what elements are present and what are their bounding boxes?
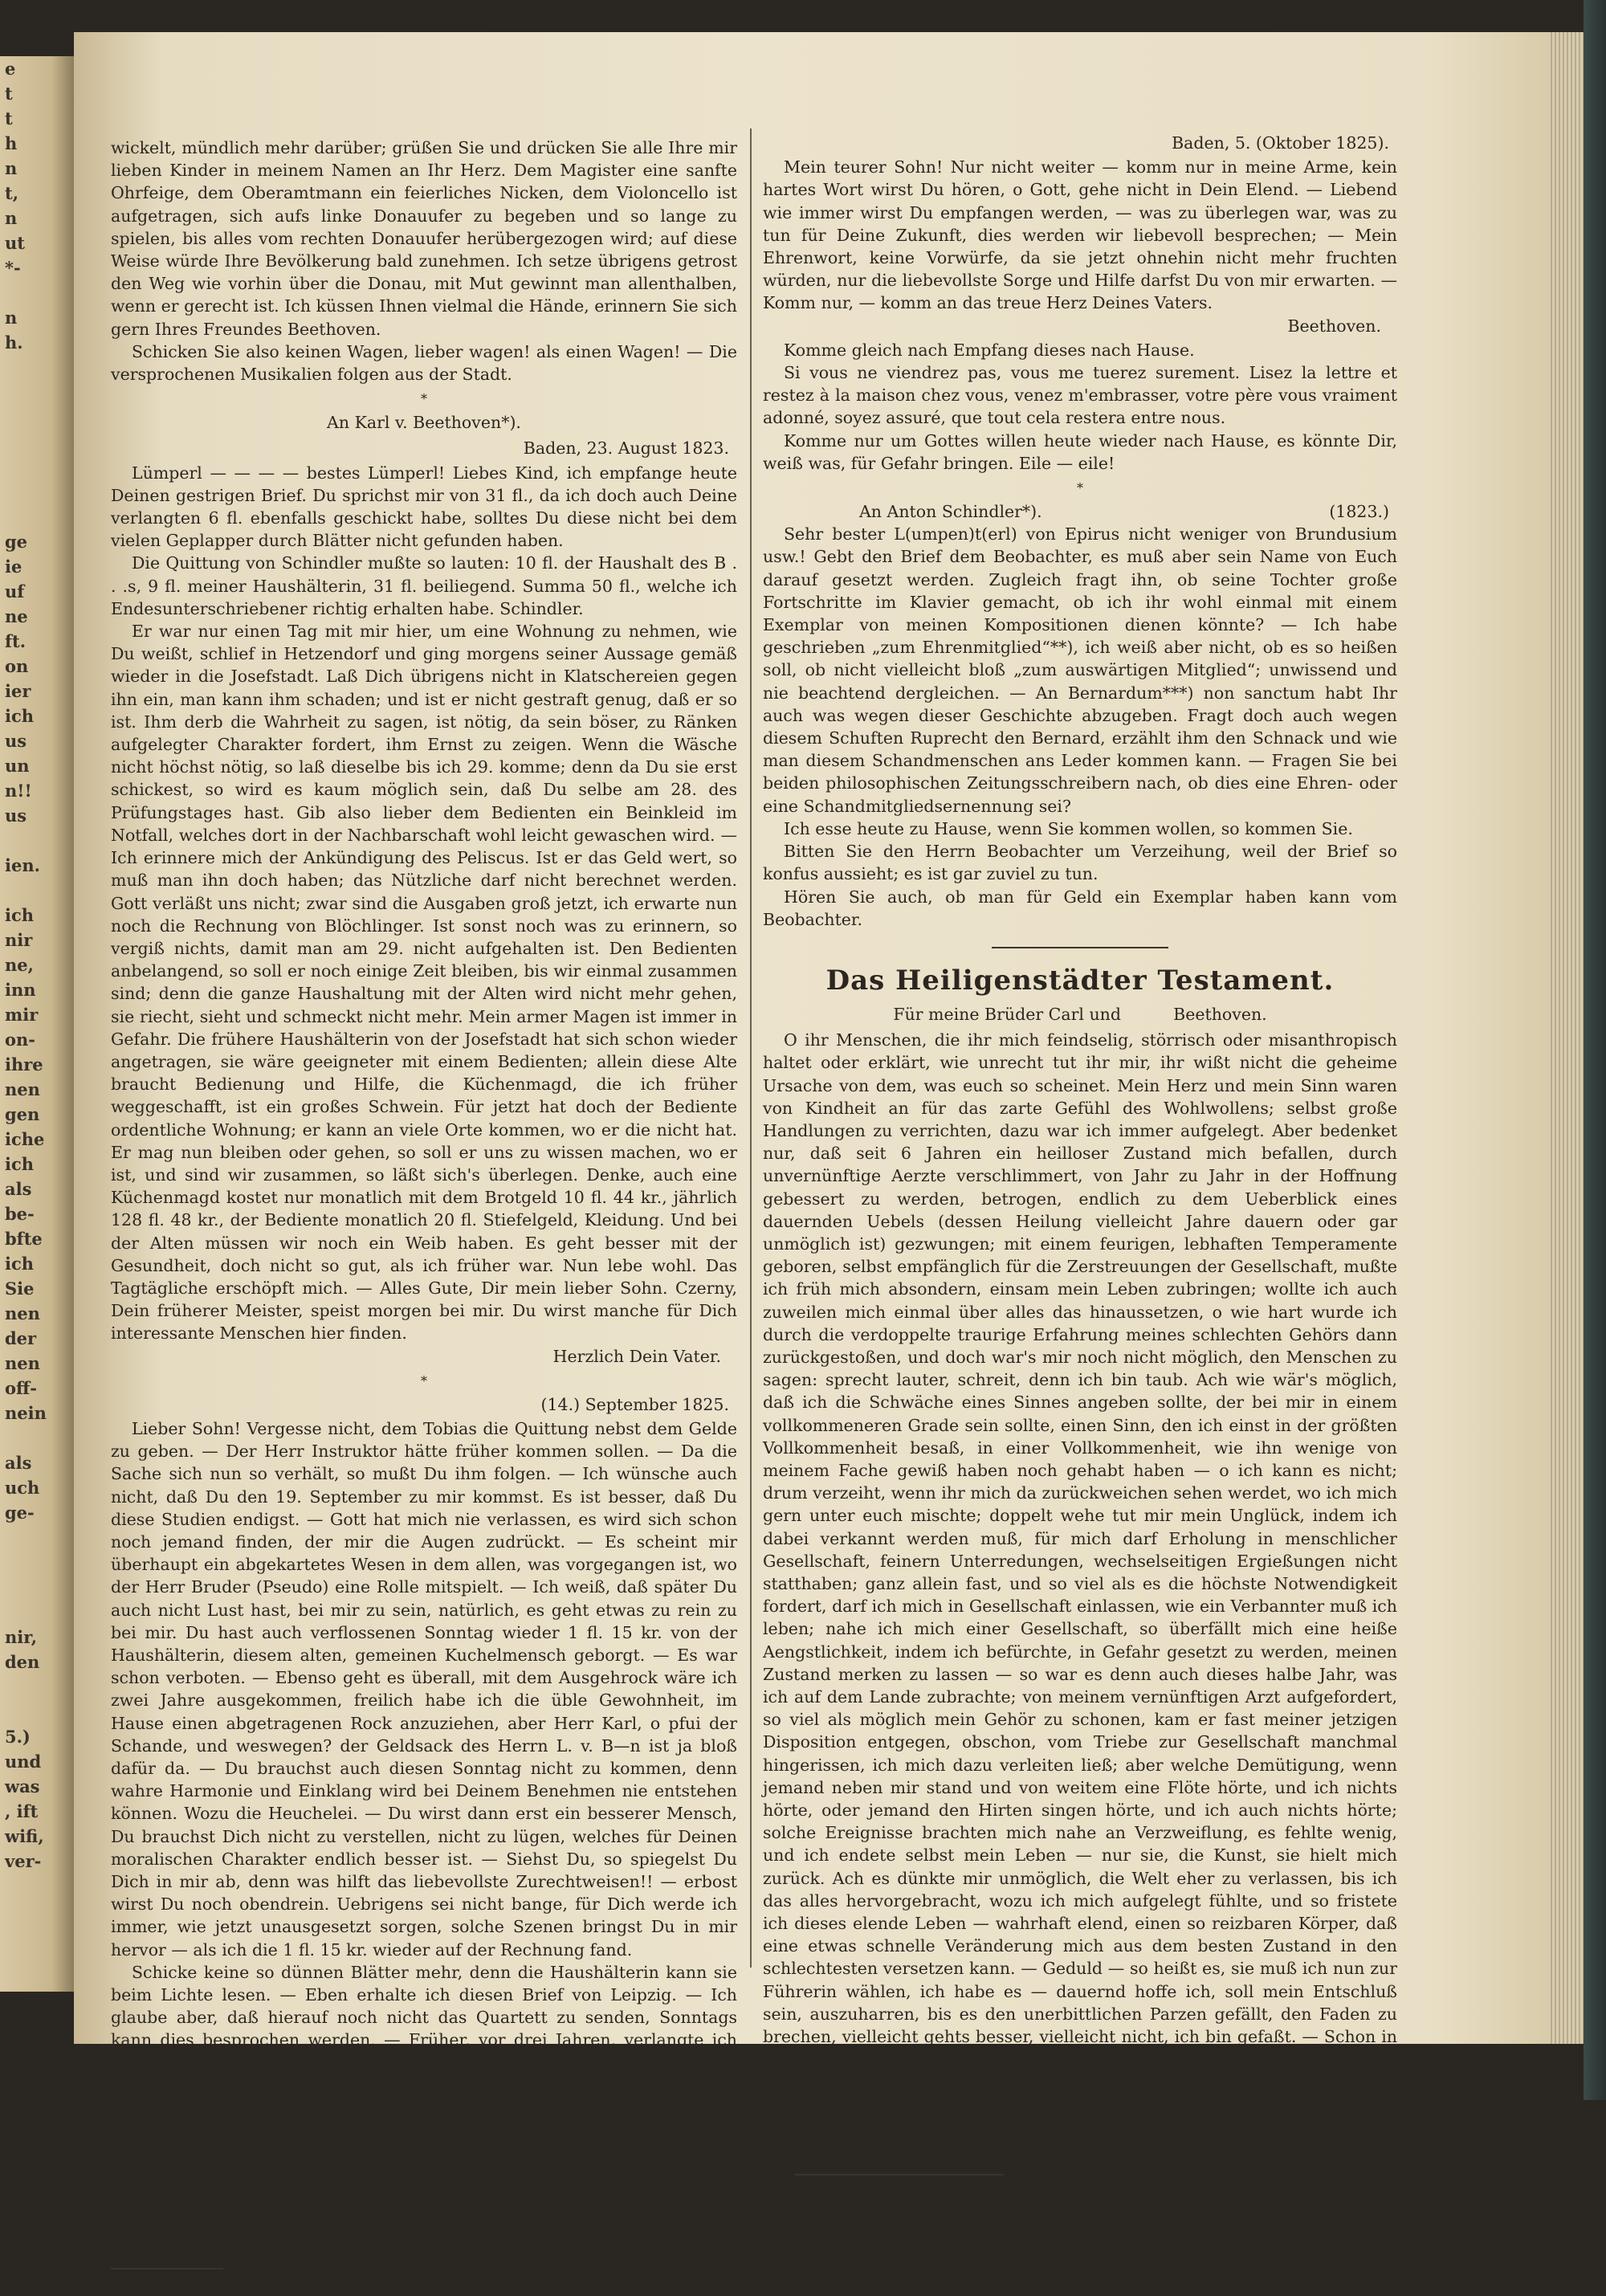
testament-paragraph: O ihr Menschen, die ihr mich feindselig, störrisch oder misanthropisch haltet oder erklärt, wie unrecht tut ihr mir, ihr wißt nicht die geheime Ursache von dem, was euch so scheinet. Mein Herz und mein Sinn waren von Kindheit an für das zarte Gefühl des Wohlwollens; selbst große Handlungen zu verrichten, dazu war ich immer aufgelegt. Aber bedenket nur, daß seit 6 Jahren ein heilloser Zustand mich befallen, durch unvernünftige Aerzte verschlimmert, von Jahr zu Jahr in der Hoffnung gebessert zu werden, betrogen, endlich zu dem Ueberblick eines dauernden Uebels (dessen Heilung vielleicht Jahre dauern oder gar unmöglich ist) gezwungen; mit einem feurigen, lebhaften Temperamente geboren, selbst empfänglich für die Zerstreuungen der Gesellschaft, mußte ich früh mich absondern, einsam mein Leben zubringen; wollte ich auch zuweilen mich einmal über alles das hinaussetzen, o wie hart wurde ich durch die verdoppelte traurige Erfahrung meines schlechten Gehörs dann zurückgestoßen, und doch war's mir noch nicht möglich, den Menschen zu sagen: sprecht lauter, schreit, denn ich bin taub. Ach wie wär's möglich, daß ich die Schwäche eines Sinnes angeben sollte, der bei mir in einem vollkommeneren Grade sein sollte, einen Sinn, den ich einst in der größten Vollkommenheit besaß, in einer Vollkommenheit, wie ihn wenige von meinem Fache gewiß haben noch gehabt haben — o ich kann es nicht; drum verzeiht, wenn ihr mich da zurückweichen sehen werdet, wo ich mich gern unter euch mischte; doppelt wehe tut mir mein Unglück, indem ich dabei verkannt werden muß, für mich darf Erholung in menschlicher Gesellschaft, feinern Unterredungen, wechselseitigen Ergießungen nicht statthaben; ganz allein fast, und so viel als es die höchste Notwendigkeit fordert, darf ich mich in Gesellschaft einlassen, wie ein Verbannter muß ich leben; nahe ich mich einer Gesellschaft, so überfällt mich eine heiße Aengstlichkeit, indem ich befürchte, in Gefahr gesetzt zu werden, meinen Zustand merken zu lassen — so war es denn auch dieses halbe Jahr, was ich auf dem Lande zubrachte; von meinem vernünftigen Arzt aufgefordert, so viel als möglich mein Gehör zu schonen, kam er fast meiner jetzigen Disposition entgegen, obschon, vom Triebe zur Gesellschaft manchmal hingerissen, ich mich dazu verleiten ließ; aber welche Demütigung, wenn jemand neben mir stand und von weitem eine Flöte hörte, und ich nichts hörte, oder jemand den Hirten singen hörte, und ich auch nichts hörte; solche Ereignisse brachten mich nahe an Verzweiflung, es fehlte wenig, und ich endete selbst mein Leben — nur sie, die Kunst, sie hielt mich zurück. Ach es dünkte mir unmöglich, die Welt eher zu verlassen, bis ich das alles hervorgebracht, wozu ich mich aufgelegt fühlte, und so fristete ich dieses elende Leben — wahrhaft elend, einen so reizbaren Körper, daß eine etwas schnelle Veränderung mich aus dem besten Zustand in den schlechtesten versetzen kann. — Geduld — so heißt es, sie muß ich nun zur Führerin wählen, ich habe es — dauernd hoffe ich, soll mein Entschluß sein, auszuharren, bis es den unerbittlichen Parzen gefällt, den Faden zu brechen, vielleicht gehts besser, vielleicht nicht, ich bin gefaßt. — Schon in meinem 28. Jahre gezwungen, Philosoph zu werden! Es ist nicht leicht, für den Künstler schwerer als für irgend jemand. — Gottheit, du siehst herab auf mein Inneres, du kennst es, du weißt, daß Menschenliebe und Neigung zum Wohltun drin hausen; o Menschen, wenn ihr einst dieses leset, so denkt, daß ihr mir unrecht getan, und der Un- bbox=[763, 1030, 1397, 2160]
letter-paragraph: Lieber Sohn! Vergesse nicht, dem Tobias die Quittung nebst dem Gelde zu geben. — Der Herr Instruktor hätte früher kommen sollen. — Da die Sache sich nun so verhält, so mußt Du ihm folgen. — Ich wünsche auch nicht, daß Du den 19. September zu mir kommst. Es ist besser, daß Du diese Studien endigst. — Gott hat mich nie verlassen, es wird sich schon noch jemand finden, der mir die Augen zudrückt. — Es scheint mir überhaupt ein abgekartetes Wesen in dem allen, was vorgegangen ist, wo der Herr Bruder (Pseudo) eine Rolle mitspielt. — Ich weiß, daß später Du auch nicht Lust hast, bei mir zu sein, natürlich, es geht etwas zu rein zu bei mir. Du hast auch verflossenen Sonntag wieder 1 fl. 15 kr. von der Haushälterin, diesem alten, gemeinen Kuchelmensch geborgt. — Es war schon verboten. — Ebenso geht es überall, mit dem Ausgehrock wäre ich zwei Jahre ausgekommen, freilich habe ich die üble Gewohnheit, im Hause einen abgetragenen Rock anzuziehen, aber Herr Karl, o pfui der Schande, und weswegen? der Geldsack des Herrn L. v. B—n ist ja bloß dafür da. — Du brauchst auch diesen Sonntag nicht zu kommen, denn wahre Harmonie und Einklang wird bei Deinem Benehmen nie entstehen können. Wozu die Heuchelei. — Du wirst dann erst ein besserer Mensch, Du brauchst Dich nicht zu verstellen, nicht zu lügen, welches für Deinen moralischen Charakter endlich besser ist. — Siehst Du, so spiegelst Du Dich in mir ab, denn was hilft das liebevollste Zurechtweisen!! — erbost wirst Du noch obendrein. Uebrigens sei nicht bange, für Dich werde ich immer, wie jetzt unausgesetzt sorgen, solche Szenen bringst Du in mir hervor — als ich die 1 fl. 15 kr. wieder auf der Rechnung fand. bbox=[111, 1418, 737, 1960]
facing-page-fragment: un bbox=[5, 756, 30, 776]
section-asterisk: * bbox=[1077, 480, 1083, 496]
letter-signature: Beethoven. bbox=[1287, 316, 1381, 336]
right-column bbox=[763, 130, 1397, 2262]
facing-page-fragment: und bbox=[5, 1752, 42, 1772]
letter-paragraph: Leb' wohl; derjenige, der Dir zwar nicht das Leben gegeben, aber gewiß doch erhalten hat, und, was mehr als alles andere, für die Bildung Deines Geistes gesorgt hat, väterlich, ja mehr als das, bittet Dich innigst, ja auf dem einzigen wahren Weg alles Guten und Rechten zu wandeln. bbox=[111, 2098, 737, 2186]
facing-page-fragment: der bbox=[5, 1328, 37, 1348]
facing-page-fragment bbox=[0, 280, 74, 305]
facing-page-fragment: nen bbox=[5, 1079, 40, 1099]
facing-page-fragment: uf bbox=[5, 581, 25, 602]
letter-paragraph: Komme nur um Gottes willen heute wieder nach Hause, es könnte Dir, weiß was, für Gefahr bringen. Eile — eile! bbox=[763, 430, 1397, 473]
facing-page-fragment: be- bbox=[5, 1204, 35, 1224]
facing-page-fragment: als bbox=[5, 1453, 32, 1473]
left-column bbox=[111, 137, 737, 2296]
facing-page-fragment bbox=[0, 1525, 74, 1550]
facing-page-fragment: iche bbox=[5, 1129, 45, 1149]
facing-page-fragment: t, bbox=[5, 183, 19, 203]
letter-heading-row bbox=[763, 500, 1397, 523]
letter-paragraph: Lümperl — — — — bestes Lümperl! Liebes Kind, ich empfange heute Deinen gestrigen Brief. Du sprichst mir von 31 fl., da ich doch auch Deine verlangten 6 fl. ebenfalls geschickt habe, solltes Du diese nicht bei dem vielen Geplapper durch Blätter nicht gefunden haben. bbox=[111, 463, 737, 551]
footnote: *) Beethovens Neffe und Adoptivsohn. bbox=[159, 2277, 447, 2294]
facing-page-fragment: nen bbox=[5, 1303, 40, 1323]
facing-page-fragment: nein bbox=[5, 1403, 47, 1423]
facing-page-fragment: n bbox=[5, 308, 18, 328]
facing-page-fragment bbox=[0, 405, 74, 430]
facing-page-fragment: nen bbox=[5, 1353, 40, 1373]
facing-page-fragment: nir bbox=[5, 930, 33, 950]
facing-page-fragment: als bbox=[5, 1179, 32, 1199]
facing-page-fragment: ie bbox=[5, 557, 22, 577]
facing-page-fragment: was bbox=[5, 1776, 40, 1796]
facing-page-fragment: ich bbox=[5, 1154, 35, 1174]
column-divider bbox=[750, 128, 752, 1968]
facing-page-fragment bbox=[0, 1699, 74, 1724]
facing-page-fragment: t bbox=[5, 108, 13, 128]
facing-page-fragment: uch bbox=[5, 1478, 40, 1498]
facing-page-fragment: nir, bbox=[5, 1627, 38, 1647]
facing-page-fragment: 5.) bbox=[5, 1727, 31, 1747]
letter-signature: Herzlich Dein Vater. bbox=[552, 1346, 721, 1366]
footnote: ***) Josef Karl Bernard, Redakteur der K. K. Wiener Zeitung. bbox=[811, 2243, 1270, 2261]
letter-paragraph: Hören Sie auch, ob man für Geld ein Exemplar haben kann vom Beobachter. bbox=[763, 887, 1397, 929]
footnote: **) Es handelt sich um die Ernennung Beethovens zum auswärtigen Mitglied der Kgl. Schwedischen Musik-Akademie. bbox=[811, 2203, 1397, 2241]
letter-paragraph: Schicke keine so dünnen Blätter mehr, denn die Haushälterin kann sie beim Lichte lesen. — Eben erhalte ich diesen Brief von Leipzig. — Ich glaube aber, daß hierauf noch nicht das Quartett zu senden, Sonntags kann dies besprochen werden. — Früher, vor drei Jahren, verlangte ich nur 40 fl. für ein Quartett, es muß also jetzt untersucht werden, wie Du eigentlich geschrieben hast. — bbox=[111, 1962, 737, 2095]
footnote-rule bbox=[795, 2174, 1004, 2176]
letter-signature: Dein treuer guter Vater. bbox=[520, 2234, 721, 2254]
facing-page-fragment: bfte bbox=[5, 1229, 43, 1249]
letter-paragraph: Bitten Sie den Herrn Beobachter um Verzeihung, weil der Brief so konfus aussieht; es ist gar zuviel zu tun. bbox=[763, 842, 1397, 884]
letter-paragraph: Die Quittung von Schindler mußte so lauten: 10 fl. der Haushalt des B . . .s, 9 fl. meiner Haushälterin, 31 fl. beiliegend. Summa 50 fl., welche ich Endesunterschriebener richtig erhalten habe. Schindler. bbox=[111, 553, 737, 618]
facing-page-fragment: e bbox=[5, 59, 16, 79]
letter-paragraph: Schicken Sie also keinen Wagen, lieber wagen! als einen Wagen! — Die versprochenen Musikalien folgen aus der Stadt. bbox=[111, 341, 737, 385]
facing-page-fragment: t bbox=[5, 84, 13, 104]
facing-page-fragment: ier bbox=[5, 681, 31, 701]
facing-page-fragment bbox=[0, 1575, 74, 1600]
page-stack-edges bbox=[1548, 32, 1584, 2044]
letter-heading: An Karl v. Beethoven*). bbox=[327, 413, 521, 433]
facing-page-fragment: h. bbox=[5, 332, 23, 353]
facing-page-fragment bbox=[0, 479, 74, 504]
facing-page-fragment: ge bbox=[5, 532, 28, 552]
facing-page-fragment: ien. bbox=[5, 855, 40, 875]
letter-paragraph: Leb' wohl. bbox=[132, 2188, 218, 2208]
letter-paragraph: Si vous ne viendrez pas, vous me tuerez surement. Lisez la lettre et restez à la maison chez vous, venez m'embrasser, votre père vous vraiment adonné, soyez assuré, que tout cela restera entre nous. bbox=[763, 363, 1397, 428]
footnote: *) Musikdirektor und Biograph Beethovens. bbox=[811, 2183, 1141, 2200]
letter-date: Baden, 23. August 1823. bbox=[523, 438, 729, 459]
facing-page-fragment bbox=[0, 455, 74, 479]
facing-page-fragment bbox=[0, 878, 74, 903]
facing-page-fragment: ich bbox=[5, 1254, 35, 1274]
facing-page-fragment: ne bbox=[5, 606, 28, 626]
facing-page-fragment: mir bbox=[5, 1005, 39, 1025]
facing-page-fragment: Sie bbox=[5, 1279, 35, 1299]
letter-paragraph: Mein teurer Sohn! Nur nicht weiter — komm nur in meine Arme, kein hartes Wort wirst Du hören, o Gott, gehe nicht in Dein Elend. — Liebend wie immer wirst Du empfangen werden, — was zu überlegen war, was zu tun für Deine Zukunft, dies werden wir liebevoll besprechen; — Mein Ehrenwort, keine Vorwürfe, da sie jetzt ohnehin nicht mehr fruchten würden, nur die liebevollste Sorge und Hilfe darfst Du von mir erwarten. — Komm nur, — komm an das treue Herz Deines Vaters. bbox=[763, 157, 1397, 313]
letter-paragraph: wickelt, mündlich mehr darüber; grüßen Sie und drücken Sie alle Ihre mir lieben Kinder in meinem Namen an Ihr Herz. Dem Magister eine sanfte Ohrfeige, dem Oberamtmann ein feierliches Nicken, dem Violoncello ist aufgetragen, sich aufs linke Donauufer zu begeben und so lange zu spielen, bis alles vom rechten Donauufer herübergezogen wird; auf diese Weise würde Ihre Bevölkerung bald zunehmen. Ich setze übrigens getrost den Weg wie vorhin über die Donau, mit Mut gewinnt man allenthalben, wenn er gerecht ist. Ich küssen Ihnen vielmal die Hände, erinnern Sie sich gern Ihres Freundes Beethoven. bbox=[111, 138, 737, 339]
facing-page-fragment: ge- bbox=[5, 1503, 35, 1523]
letter-paragraph: Sehr bester L(umpen)t(erl) von Epirus nicht weniger von Brundusium usw.! Gebt den Brief dem Beobachter, es muß aber sein Name von Euch darauf gesetzt werden. Zugleich fragt ihn, ob seine Tochter große Fortschritte im Klavier gemacht, ob ich ihr wohl einmal mit einem Exemplar von meinen Kompositionen dienen könnte? — Ich habe geschrieben „zum Ehrenmitglied“**), ich weiß aber nicht, ob es so heißen soll, ob nicht vielleicht bloß „zum auswärtigen Mitglied“; unwissend und nie beachtend dergleichen. — An Bernardum***) non sanctum habt Ihr auch was wegen dieser Geschichte abzugeben. Fragt doch auch wegen diesem Schuften Ruprecht den Bernard, erzählt ihm den Schnack und wie man diesem Schandmenschen ans Leder kommen kann. — Fragen Sie bei beiden philosophischen Zeitungsschreibern nach, ob dies eine Ehren- oder eine Schandmitgliedsernennung sei? bbox=[763, 524, 1397, 816]
letter-paragraph: Komme gleich nach Empfang dieses nach Hause. bbox=[784, 340, 1195, 360]
facing-page-edge bbox=[0, 56, 74, 1992]
facing-page-fragment bbox=[0, 1550, 74, 1575]
letter-paragraph: Er war nur einen Tag mit mir hier, um eine Wohnung zu nehmen, wie Du weißt, schlief in Hetzendorf und ging morgens seiner Aussage gemäß wieder in die Josefstadt. Laß Dich übrigens nicht in Klatschereien gegen ihn ein, man kann ihm schaden; und ist er nicht gestraft genug, daß er so ist. Ihm derb die Wahrheit zu sagen, ist nötig, da sein böser, zu Ränken aufgelegter Charakter fordert, ihm Ernst zu zeigen. Wenn die Wäsche nicht höchst nötig, so laß dieselbe bis ich 29. komme; denn da Du sie erst schickest, so wird es kaum möglich sein, daß Du selbe am 28. des Prüfungstages hast. Gib also lieber dem Bedienten ein Beinkleid im Notfall, welches dort in der Nachbarschaft wohl leicht gewaschen wird. — Ich erinnere mich der Ankündigung des Peliscus. Ist er das Geld wert, so muß man ihn doch haben; das Nützliche darf nicht berechnet werden. Gott verläßt uns nicht; zwar sind die Ausgaben groß jetzt, ich erwarte nun noch die Rechnung von Blöchlinger. Ist sonst noch was zu erinnern, so vergiß nichts, damit man am 29. nicht aufgehalten ist. Den Bedienten anbelangend, so soll er noch einige Zeit bleiben, bis wir einmal zusammen sind; denn die ganze Haushaltung mit der Alten wird nicht mehr gehen, sie riecht, sieht und schmeckt nicht mehr. Mein armer Magen ist immer in Gefahr. Die frühere Haushälterin von der Josefstadt hat sich schon wieder angetragen, sie wäre geeigneter mit einem Bedienten; allein diese Alte braucht Bedienung und Hilfe, die Küchenmagd, die ich früher weggeschafft, ist ein großes Schwein. Für jetzt hat doch der Bediente ordentliche Wohnung; er kann an viele Orte kommen, wo er die nicht hat. Er mag nun bleiben oder gehen, so soll er uns zu wissen machen, wo er ist, und sind wir zusammen, so läßt sich's überlegen. Denke, auch eine Küchenmagd kostet nur monatlich mit dem Brotgeld 10 fl. 44 kr., jährlich 128 fl. 48 kr., der Bediente monatlich 20 fl. Stiefelgeld, Kleidung. Und bei der Alten müssen wir noch ein Weib haben. Es geht besser mit der Gesundheit, doch nicht so gut, als ich früher war. Nun lebe wohl. Das Tagtägliche erschöpft mich. — Alles Gute, Dir mein lieber Sohn. Czerny, Dein früherer Meister, speist morgen bei mir. Du wirst manche für Dich interessante Menschen hier finden. bbox=[111, 622, 737, 1344]
facing-page-fragment: ich bbox=[5, 706, 35, 726]
facing-page-fragment bbox=[0, 355, 74, 380]
facing-page-fragment: n bbox=[5, 208, 18, 228]
facing-page-fragment bbox=[0, 380, 74, 405]
facing-page-fragment: ft. bbox=[5, 631, 26, 651]
letter-date: (14.) September 1825. bbox=[540, 1394, 729, 1414]
facing-page-fragment: ihre bbox=[5, 1054, 43, 1075]
letter-date: Baden, 5. (Oktober 1825). bbox=[1172, 133, 1389, 153]
letter-heading: An Anton Schindler*). bbox=[859, 502, 1042, 522]
facing-page-fragment: ut bbox=[5, 233, 25, 253]
facing-page-fragment: us bbox=[5, 731, 27, 751]
letter-paragraph: Bring den Brief Sonntags wieder mit. bbox=[132, 2212, 444, 2232]
facing-page-fragment: us bbox=[5, 805, 27, 826]
facing-page-fragment: wifi, bbox=[5, 1826, 44, 1846]
section-dedication: Für meine Brüder Carl und Beethoven. bbox=[893, 1004, 1267, 1024]
facing-page-fragment bbox=[0, 828, 74, 853]
footnote-rule bbox=[111, 2268, 223, 2269]
facing-page-fragment: , ift bbox=[5, 1801, 39, 1821]
section-title: Das Heiligenstädter Testament. bbox=[825, 964, 1335, 997]
facing-page-fragment: den bbox=[5, 1652, 40, 1672]
letter-date: (1823.) bbox=[1329, 502, 1389, 522]
section-asterisk: * bbox=[421, 391, 427, 407]
facing-page-fragment: *- bbox=[5, 258, 21, 278]
facing-page-fragment bbox=[0, 430, 74, 455]
facing-page-fragment: n bbox=[5, 158, 18, 178]
facing-page-fragment bbox=[0, 504, 74, 529]
book-cover-edge bbox=[1584, 0, 1606, 2100]
facing-page-fragment: ich bbox=[5, 905, 35, 925]
facing-page-fragment: off- bbox=[5, 1378, 37, 1398]
facing-page-fragment: h bbox=[5, 133, 18, 153]
facing-page-fragment: ver- bbox=[5, 1851, 42, 1871]
facing-page-fragment bbox=[0, 1600, 74, 1625]
section-asterisk: * bbox=[421, 1372, 427, 1389]
facing-page-fragment: inn bbox=[5, 980, 36, 1000]
facing-page-fragment: gen bbox=[5, 1104, 40, 1124]
facing-page-fragment: on- bbox=[5, 1030, 35, 1050]
facing-page-fragment: n!! bbox=[5, 781, 32, 801]
letter-paragraph: Ich esse heute zu Hause, wenn Sie kommen wollen, so kommen Sie. bbox=[784, 818, 1353, 838]
facing-page-fragment: ne, bbox=[5, 955, 34, 975]
facing-page-fragment bbox=[0, 1674, 74, 1699]
facing-page-fragment: on bbox=[5, 656, 29, 676]
facing-page-fragment bbox=[0, 1425, 74, 1450]
title-rule bbox=[992, 947, 1168, 948]
